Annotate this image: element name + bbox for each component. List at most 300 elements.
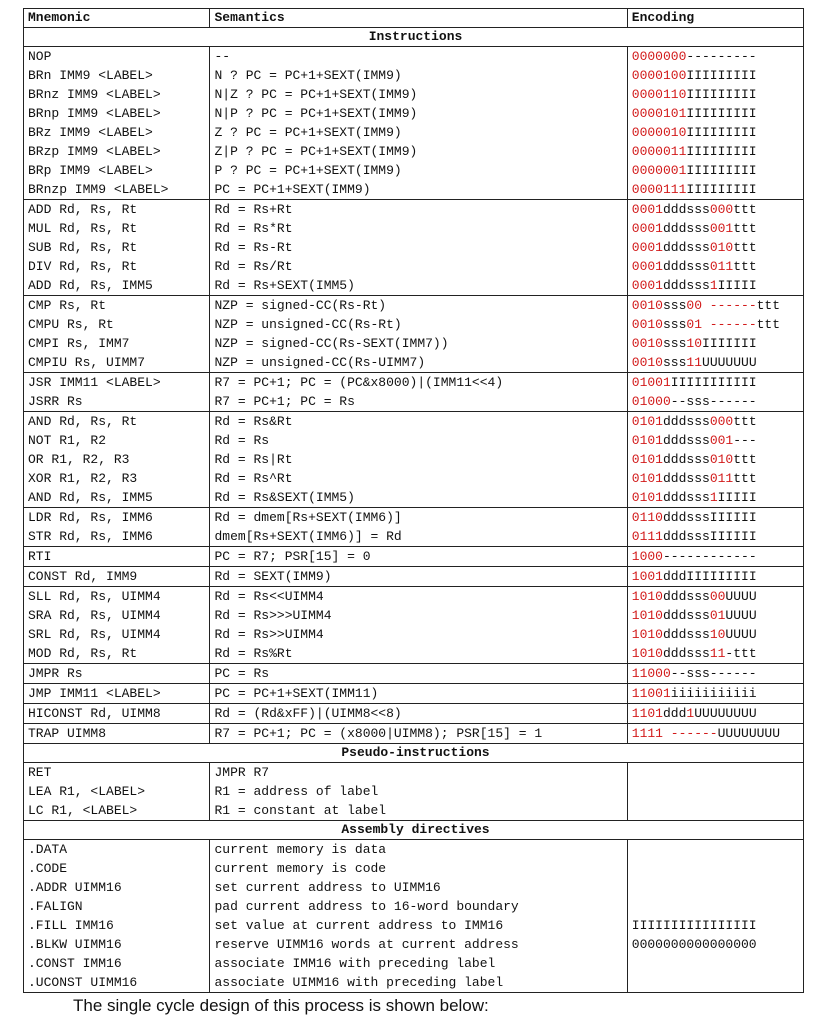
header-mnemonic: Mnemonic <box>24 9 210 28</box>
opcode-bits: 1010 <box>631 589 663 604</box>
semantics-cell: dmem[Rs+SEXT(IMM6)] = Rd <box>210 527 627 547</box>
semantics-cell: Rd = Rs%Rt <box>210 644 627 664</box>
opcode-bits: 01 ------ <box>686 317 757 332</box>
semantics-cell: Rd = Rs <box>210 431 627 450</box>
operand-bits: IIIIIII <box>702 336 757 351</box>
operand-bits: ttt <box>733 414 757 429</box>
opcode-bits: 1000 <box>631 549 663 564</box>
opcode-bits: 0010 <box>631 298 663 313</box>
encoding-cell <box>627 625 803 644</box>
opcode-bits: 000 <box>709 202 734 217</box>
opcode-bits: 0101 <box>631 452 663 467</box>
encoding-cell <box>627 392 803 412</box>
mnemonic-cell: SUB Rd, Rs, Rt <box>24 238 210 257</box>
instruction-row <box>24 66 804 85</box>
instruction-row <box>24 142 804 161</box>
instruction-row <box>24 104 804 123</box>
instruction-row <box>24 450 804 469</box>
mnemonic-cell: SRA Rd, Rs, UIMM4 <box>24 606 210 625</box>
instruction-row <box>24 704 804 724</box>
pseudo-row <box>24 801 804 821</box>
encoding-cell <box>627 897 803 916</box>
operand-bits: dddsss <box>663 278 710 293</box>
mnemonic-cell: RTI <box>24 547 210 567</box>
mnemonic-cell: .DATA <box>24 840 210 860</box>
opcode-bits: 0000001 <box>631 163 687 178</box>
instruction-row <box>24 180 804 200</box>
opcode-bits: 0101 <box>631 414 663 429</box>
opcode-bits: 0000000 <box>631 49 687 64</box>
header-encoding: Encoding <box>627 9 803 28</box>
mnemonic-cell: .FALIGN <box>24 897 210 916</box>
directive-row <box>24 897 804 916</box>
mnemonic-cell: BRnp IMM9 <LABEL> <box>24 104 210 123</box>
semantics-cell: Rd = dmem[Rs+SEXT(IMM6)] <box>210 508 627 528</box>
opcode-bits: 1101 <box>631 706 663 721</box>
opcode-bits: 0001 <box>631 278 663 293</box>
mnemonic-cell: .CODE <box>24 859 210 878</box>
mnemonic-cell: ADD Rd, Rs, Rt <box>24 200 210 220</box>
encoding-cell <box>627 334 803 353</box>
semantics-cell: associate UIMM16 with preceding label <box>210 973 627 993</box>
caption-text: The single cycle design of this process is shown below: <box>73 996 489 1015</box>
semantics-cell: NZP = unsigned-CC(Rs-Rt) <box>210 315 627 334</box>
mnemonic-cell: BRp IMM9 <LABEL> <box>24 161 210 180</box>
mnemonic-cell: BRz IMM9 <LABEL> <box>24 123 210 142</box>
mnemonic-cell: XOR R1, R2, R3 <box>24 469 210 488</box>
instruction-row <box>24 238 804 257</box>
semantics-cell: Rd = Rs<<UIMM4 <box>210 587 627 607</box>
opcode-bits: 11000 <box>631 666 671 681</box>
section-title: Instructions <box>24 28 804 47</box>
header-semantics: Semantics <box>210 9 627 28</box>
opcode-bits: 0000011 <box>631 144 687 159</box>
operand-bits: IIIIIIIII <box>686 87 757 102</box>
operand-bits: IIIIIIIII <box>686 106 757 121</box>
semantics-cell: reserve UIMM16 words at current address <box>210 935 627 954</box>
encoding-cell <box>627 724 803 744</box>
encoding-cell <box>627 373 803 393</box>
operand-bits: IIIII <box>717 490 757 505</box>
semantics-cell: N|P ? PC = PC+1+SEXT(IMM9) <box>210 104 627 123</box>
operand-bits: dddsssIIIIII <box>663 510 757 525</box>
mnemonic-cell: TRAP UIMM8 <box>24 724 210 744</box>
mnemonic-cell: .ADDR UIMM16 <box>24 878 210 897</box>
mnemonic-cell: DIV Rd, Rs, Rt <box>24 257 210 276</box>
operand-bits: IIIIIIIII <box>686 144 757 159</box>
mnemonic-cell: CMP Rs, Rt <box>24 296 210 316</box>
instruction-row <box>24 353 804 373</box>
operand-bits: dddsss <box>663 471 710 486</box>
operand-bits: ttt <box>733 202 757 217</box>
encoding-cell <box>627 85 803 104</box>
operand-bits: sss <box>663 298 687 313</box>
operand-bits: dddsss <box>663 452 710 467</box>
opcode-bits: 11 <box>709 646 726 661</box>
semantics-cell: R1 = constant at label <box>210 801 627 821</box>
encoding-cell: 0000000000000000 <box>627 935 803 954</box>
mnemonic-cell: MUL Rd, Rs, Rt <box>24 219 210 238</box>
opcode-bits: 0010 <box>631 336 663 351</box>
operand-bits: IIIIIIIIIII <box>670 375 757 390</box>
semantics-cell: Z|P ? PC = PC+1+SEXT(IMM9) <box>210 142 627 161</box>
opcode-bits: 1010 <box>631 608 663 623</box>
semantics-cell: R7 = PC+1; PC = Rs <box>210 392 627 412</box>
mnemonic-cell: LC R1, <LABEL> <box>24 801 210 821</box>
encoding-cell <box>627 488 803 508</box>
mnemonic-cell: NOP <box>24 47 210 67</box>
section-title: Pseudo-instructions <box>24 744 804 763</box>
instruction-row <box>24 644 804 664</box>
opcode-bits: 0000101 <box>631 106 687 121</box>
opcode-bits: 0010 <box>631 317 663 332</box>
mnemonic-cell: RET <box>24 763 210 783</box>
section-instructions <box>24 28 804 47</box>
mnemonic-cell: SRL Rd, Rs, UIMM4 <box>24 625 210 644</box>
operand-bits: dddsss <box>663 490 710 505</box>
directive-row <box>24 840 804 860</box>
operand-bits: --sss------ <box>670 394 757 409</box>
encoding-cell <box>627 353 803 373</box>
semantics-cell: R7 = PC+1; PC = (PC&x8000)|(IMM11<<4) <box>210 373 627 393</box>
encoding-cell <box>627 142 803 161</box>
operand-bits: iiiiiiiiiii <box>670 686 757 701</box>
encoding-cell <box>627 763 803 783</box>
opcode-bits: 1010 <box>631 646 663 661</box>
opcode-bits: 001 <box>709 221 734 236</box>
mnemonic-cell: LDR Rd, Rs, IMM6 <box>24 508 210 528</box>
semantics-cell: Rd = Rs-Rt <box>210 238 627 257</box>
instruction-row <box>24 625 804 644</box>
instruction-row <box>24 469 804 488</box>
mnemonic-cell: ADD Rd, Rs, IMM5 <box>24 276 210 296</box>
semantics-cell: JMPR R7 <box>210 763 627 783</box>
semantics-cell: Rd = (Rd&xFF)|(UIMM8<<8) <box>210 704 627 724</box>
semantics-cell: PC = PC+1+SEXT(IMM11) <box>210 684 627 704</box>
encoding-cell <box>627 801 803 821</box>
encoding-cell <box>627 123 803 142</box>
operand-bits: ttt <box>756 298 781 313</box>
encoding-cell <box>627 296 803 316</box>
semantics-cell: PC = Rs <box>210 664 627 684</box>
operand-bits: IIIIIIIII <box>686 125 757 140</box>
directive-row <box>24 916 804 935</box>
opcode-bits: 0010 <box>631 355 663 370</box>
mnemonic-cell: .CONST IMM16 <box>24 954 210 973</box>
instruction-row <box>24 85 804 104</box>
encoding-cell: IIIIIIIIIIIIIIII <box>627 916 803 935</box>
instruction-row <box>24 724 804 744</box>
operand-bits: dddsss <box>663 259 710 274</box>
semantics-cell: associate IMM16 with preceding label <box>210 954 627 973</box>
mnemonic-cell: BRn IMM9 <LABEL> <box>24 66 210 85</box>
mnemonic-cell: .FILL IMM16 <box>24 916 210 935</box>
encoding-cell <box>627 412 803 432</box>
encoding-cell <box>627 954 803 973</box>
operand-bits: ttt <box>733 471 757 486</box>
operand-bits: UUUUUUUU <box>717 726 781 741</box>
section-title: Assembly directives <box>24 821 804 840</box>
semantics-cell: Rd = Rs^Rt <box>210 469 627 488</box>
mnemonic-cell: LEA R1, <LABEL> <box>24 782 210 801</box>
instruction-row <box>24 276 804 296</box>
operand-bits: -ttt <box>725 646 757 661</box>
mnemonic-cell: BRnz IMM9 <LABEL> <box>24 85 210 104</box>
instruction-row <box>24 315 804 334</box>
mnemonic-cell: CONST Rd, IMM9 <box>24 567 210 587</box>
semantics-cell: Rd = Rs*Rt <box>210 219 627 238</box>
encoding-cell <box>627 606 803 625</box>
opcode-bits: 01001 <box>631 375 671 390</box>
instruction-row <box>24 257 804 276</box>
operand-bits: dddsss <box>663 433 710 448</box>
opcode-bits: 000 <box>709 414 734 429</box>
instruction-row <box>24 296 804 316</box>
encoding-cell <box>627 508 803 528</box>
encoding-cell <box>627 469 803 488</box>
mnemonic-cell: .BLKW UIMM16 <box>24 935 210 954</box>
encoding-cell <box>627 161 803 180</box>
operand-bits: IIIIIIIII <box>686 182 757 197</box>
instruction-row <box>24 412 804 432</box>
encoding-cell <box>627 431 803 450</box>
encoding-cell <box>627 219 803 238</box>
operand-bits: UUUUUUU <box>702 355 757 370</box>
encoding-cell <box>627 664 803 684</box>
semantics-cell: N|Z ? PC = PC+1+SEXT(IMM9) <box>210 85 627 104</box>
semantics-cell: Rd = SEXT(IMM9) <box>210 567 627 587</box>
semantics-cell: NZP = signed-CC(Rs-SEXT(IMM7)) <box>210 334 627 353</box>
encoding-cell <box>627 257 803 276</box>
operand-bits: ------------ <box>663 549 757 564</box>
opcode-bits: 001 <box>709 433 734 448</box>
opcode-bits: 1 <box>686 706 695 721</box>
directive-row <box>24 859 804 878</box>
mnemonic-cell: JSR IMM11 <LABEL> <box>24 373 210 393</box>
operand-bits: ttt <box>733 452 757 467</box>
opcode-bits: 010 <box>709 452 734 467</box>
operand-bits: dddIIIIIIIII <box>663 569 757 584</box>
opcode-bits: 0101 <box>631 490 663 505</box>
semantics-cell: pad current address to 16-word boundary <box>210 897 627 916</box>
operand-bits: UUUU <box>725 589 757 604</box>
operand-bits: ttt <box>733 221 757 236</box>
instruction-row <box>24 334 804 353</box>
opcode-bits: 0111 <box>631 529 663 544</box>
operand-bits: --------- <box>686 49 757 64</box>
opcode-bits: 011 <box>709 259 734 274</box>
operand-bits: UUUU <box>725 627 757 642</box>
directive-row <box>24 954 804 973</box>
opcode-bits: 0001 <box>631 240 663 255</box>
mnemonic-cell: JMPR Rs <box>24 664 210 684</box>
opcode-bits: 0000110 <box>631 87 687 102</box>
opcode-bits: 00 <box>709 589 726 604</box>
semantics-cell: Z ? PC = PC+1+SEXT(IMM9) <box>210 123 627 142</box>
directive-row <box>24 973 804 993</box>
mnemonic-cell: JSRR Rs <box>24 392 210 412</box>
opcode-bits: 11 <box>686 355 703 370</box>
semantics-cell: Rd = Rs>>>UIMM4 <box>210 606 627 625</box>
instruction-row <box>24 47 804 67</box>
operand-bits: --- <box>733 433 757 448</box>
operand-bits: sss <box>663 317 687 332</box>
operand-bits: IIIII <box>717 278 757 293</box>
mnemonic-cell: MOD Rd, Rs, Rt <box>24 644 210 664</box>
opcode-bits: 0001 <box>631 221 663 236</box>
mnemonic-cell: OR R1, R2, R3 <box>24 450 210 469</box>
instruction-row <box>24 161 804 180</box>
encoding-cell <box>627 973 803 993</box>
instruction-row <box>24 567 804 587</box>
operand-bits: --sss------ <box>670 666 757 681</box>
operand-bits: dddsss <box>663 608 710 623</box>
semantics-cell: R7 = PC+1; PC = (x8000|UIMM8); PSR[15] = 1 <box>210 724 627 744</box>
encoding-cell <box>627 180 803 200</box>
section-directives <box>24 821 804 840</box>
semantics-cell: set value at current address to IMM16 <box>210 916 627 935</box>
instruction-row <box>24 664 804 684</box>
semantics-cell: NZP = signed-CC(Rs-Rt) <box>210 296 627 316</box>
opcode-bits: 0000010 <box>631 125 687 140</box>
encoding-cell <box>627 840 803 860</box>
encoding-cell <box>627 276 803 296</box>
instruction-row <box>24 219 804 238</box>
encoding-cell <box>627 567 803 587</box>
section-pseudo <box>24 744 804 763</box>
opcode-bits: 010 <box>709 240 734 255</box>
encoding-cell <box>627 704 803 724</box>
encoding-cell <box>627 587 803 607</box>
mnemonic-cell: BRnzp IMM9 <LABEL> <box>24 180 210 200</box>
operand-bits: sss <box>663 355 687 370</box>
encoding-cell <box>627 315 803 334</box>
opcode-bits: 01000 <box>631 394 671 409</box>
instruction-row <box>24 587 804 607</box>
opcode-bits: 011 <box>709 471 734 486</box>
semantics-cell: PC = R7; PSR[15] = 0 <box>210 547 627 567</box>
opcode-bits: 1010 <box>631 627 663 642</box>
operand-bits: sss <box>663 336 687 351</box>
semantics-cell: current memory is code <box>210 859 627 878</box>
operand-bits: dddsss <box>663 627 710 642</box>
encoding-cell <box>627 878 803 897</box>
encoding-cell <box>627 684 803 704</box>
operand-bits: ttt <box>733 240 757 255</box>
instruction-row <box>24 508 804 528</box>
instruction-row <box>24 527 804 547</box>
operand-bits: dddsss <box>663 240 710 255</box>
opcode-bits: 0101 <box>631 471 663 486</box>
encoding-cell <box>627 547 803 567</box>
mnemonic-cell: NOT R1, R2 <box>24 431 210 450</box>
encoding-cell <box>627 782 803 801</box>
operand-bits: IIIIIIIII <box>686 163 757 178</box>
pseudo-row <box>24 763 804 783</box>
operand-bits: IIIIIIIII <box>686 68 757 83</box>
operand-bits: UUUU <box>725 608 757 623</box>
operand-bits: UUUUUUUU <box>694 706 757 721</box>
opcode-bits: 1 <box>709 278 718 293</box>
directive-row <box>24 878 804 897</box>
opcode-bits: 0000111 <box>631 182 687 197</box>
instruction-row <box>24 684 804 704</box>
operand-bits: dddsssIIIIII <box>663 529 757 544</box>
opcode-bits: 10 <box>686 336 703 351</box>
mnemonic-cell: AND Rd, Rs, Rt <box>24 412 210 432</box>
operand-bits: dddsss <box>663 589 710 604</box>
opcode-bits: 00 ------ <box>686 298 757 313</box>
semantics-cell: Rd = Rs/Rt <box>210 257 627 276</box>
semantics-cell: -- <box>210 47 627 67</box>
instruction-row <box>24 123 804 142</box>
table-body <box>24 28 804 993</box>
semantics-cell: Rd = Rs+Rt <box>210 200 627 220</box>
encoding-cell <box>627 527 803 547</box>
encoding-cell <box>627 450 803 469</box>
opcode-bits: 0001 <box>631 202 663 217</box>
opcode-bits: 0110 <box>631 510 663 525</box>
mnemonic-cell: CMPU Rs, Rt <box>24 315 210 334</box>
opcode-bits: 0001 <box>631 259 663 274</box>
mnemonic-cell: CMPI Rs, IMM7 <box>24 334 210 353</box>
semantics-cell: Rd = Rs>>UIMM4 <box>210 625 627 644</box>
instruction-row <box>24 431 804 450</box>
mnemonic-cell: BRzp IMM9 <LABEL> <box>24 142 210 161</box>
instruction-row <box>24 547 804 567</box>
operand-bits: dddsss <box>663 221 710 236</box>
opcode-bits: 0000100 <box>631 68 687 83</box>
instruction-row <box>24 392 804 412</box>
opcode-bits: 10 <box>709 627 726 642</box>
opcode-bits: 1 <box>709 490 718 505</box>
semantics-cell: R1 = address of label <box>210 782 627 801</box>
instruction-row <box>24 606 804 625</box>
operand-bits: ttt <box>756 317 781 332</box>
opcode-bits: 1111 ------ <box>631 726 718 741</box>
encoding-cell <box>627 644 803 664</box>
opcode-bits: 0101 <box>631 433 663 448</box>
encoding-cell <box>627 859 803 878</box>
opcode-bits: 01 <box>709 608 726 623</box>
encoding-cell <box>627 200 803 220</box>
semantics-cell: Rd = Rs&Rt <box>210 412 627 432</box>
directive-row <box>24 935 804 954</box>
instruction-row <box>24 200 804 220</box>
mnemonic-cell: .UCONST UIMM16 <box>24 973 210 993</box>
mnemonic-cell: AND Rd, Rs, IMM5 <box>24 488 210 508</box>
operand-bits: ttt <box>733 259 757 274</box>
pseudo-row <box>24 782 804 801</box>
semantics-cell: current memory is data <box>210 840 627 860</box>
operand-bits: dddsss <box>663 646 710 661</box>
semantics-cell: Rd = Rs&SEXT(IMM5) <box>210 488 627 508</box>
semantics-cell: N ? PC = PC+1+SEXT(IMM9) <box>210 66 627 85</box>
semantics-cell: set current address to UIMM16 <box>210 878 627 897</box>
header-row <box>24 9 804 28</box>
opcode-bits: 1001 <box>631 569 663 584</box>
mnemonic-cell: JMP IMM11 <LABEL> <box>24 684 210 704</box>
instruction-row <box>24 488 804 508</box>
mnemonic-cell: STR Rd, Rs, IMM6 <box>24 527 210 547</box>
encoding-cell <box>627 238 803 257</box>
operand-bits: ddd <box>663 706 687 721</box>
semantics-cell: PC = PC+1+SEXT(IMM9) <box>210 180 627 200</box>
mnemonic-cell: CMPIU Rs, UIMM7 <box>24 353 210 373</box>
semantics-cell: Rd = Rs|Rt <box>210 450 627 469</box>
encoding-cell <box>627 66 803 85</box>
operand-bits: dddsss <box>663 202 710 217</box>
